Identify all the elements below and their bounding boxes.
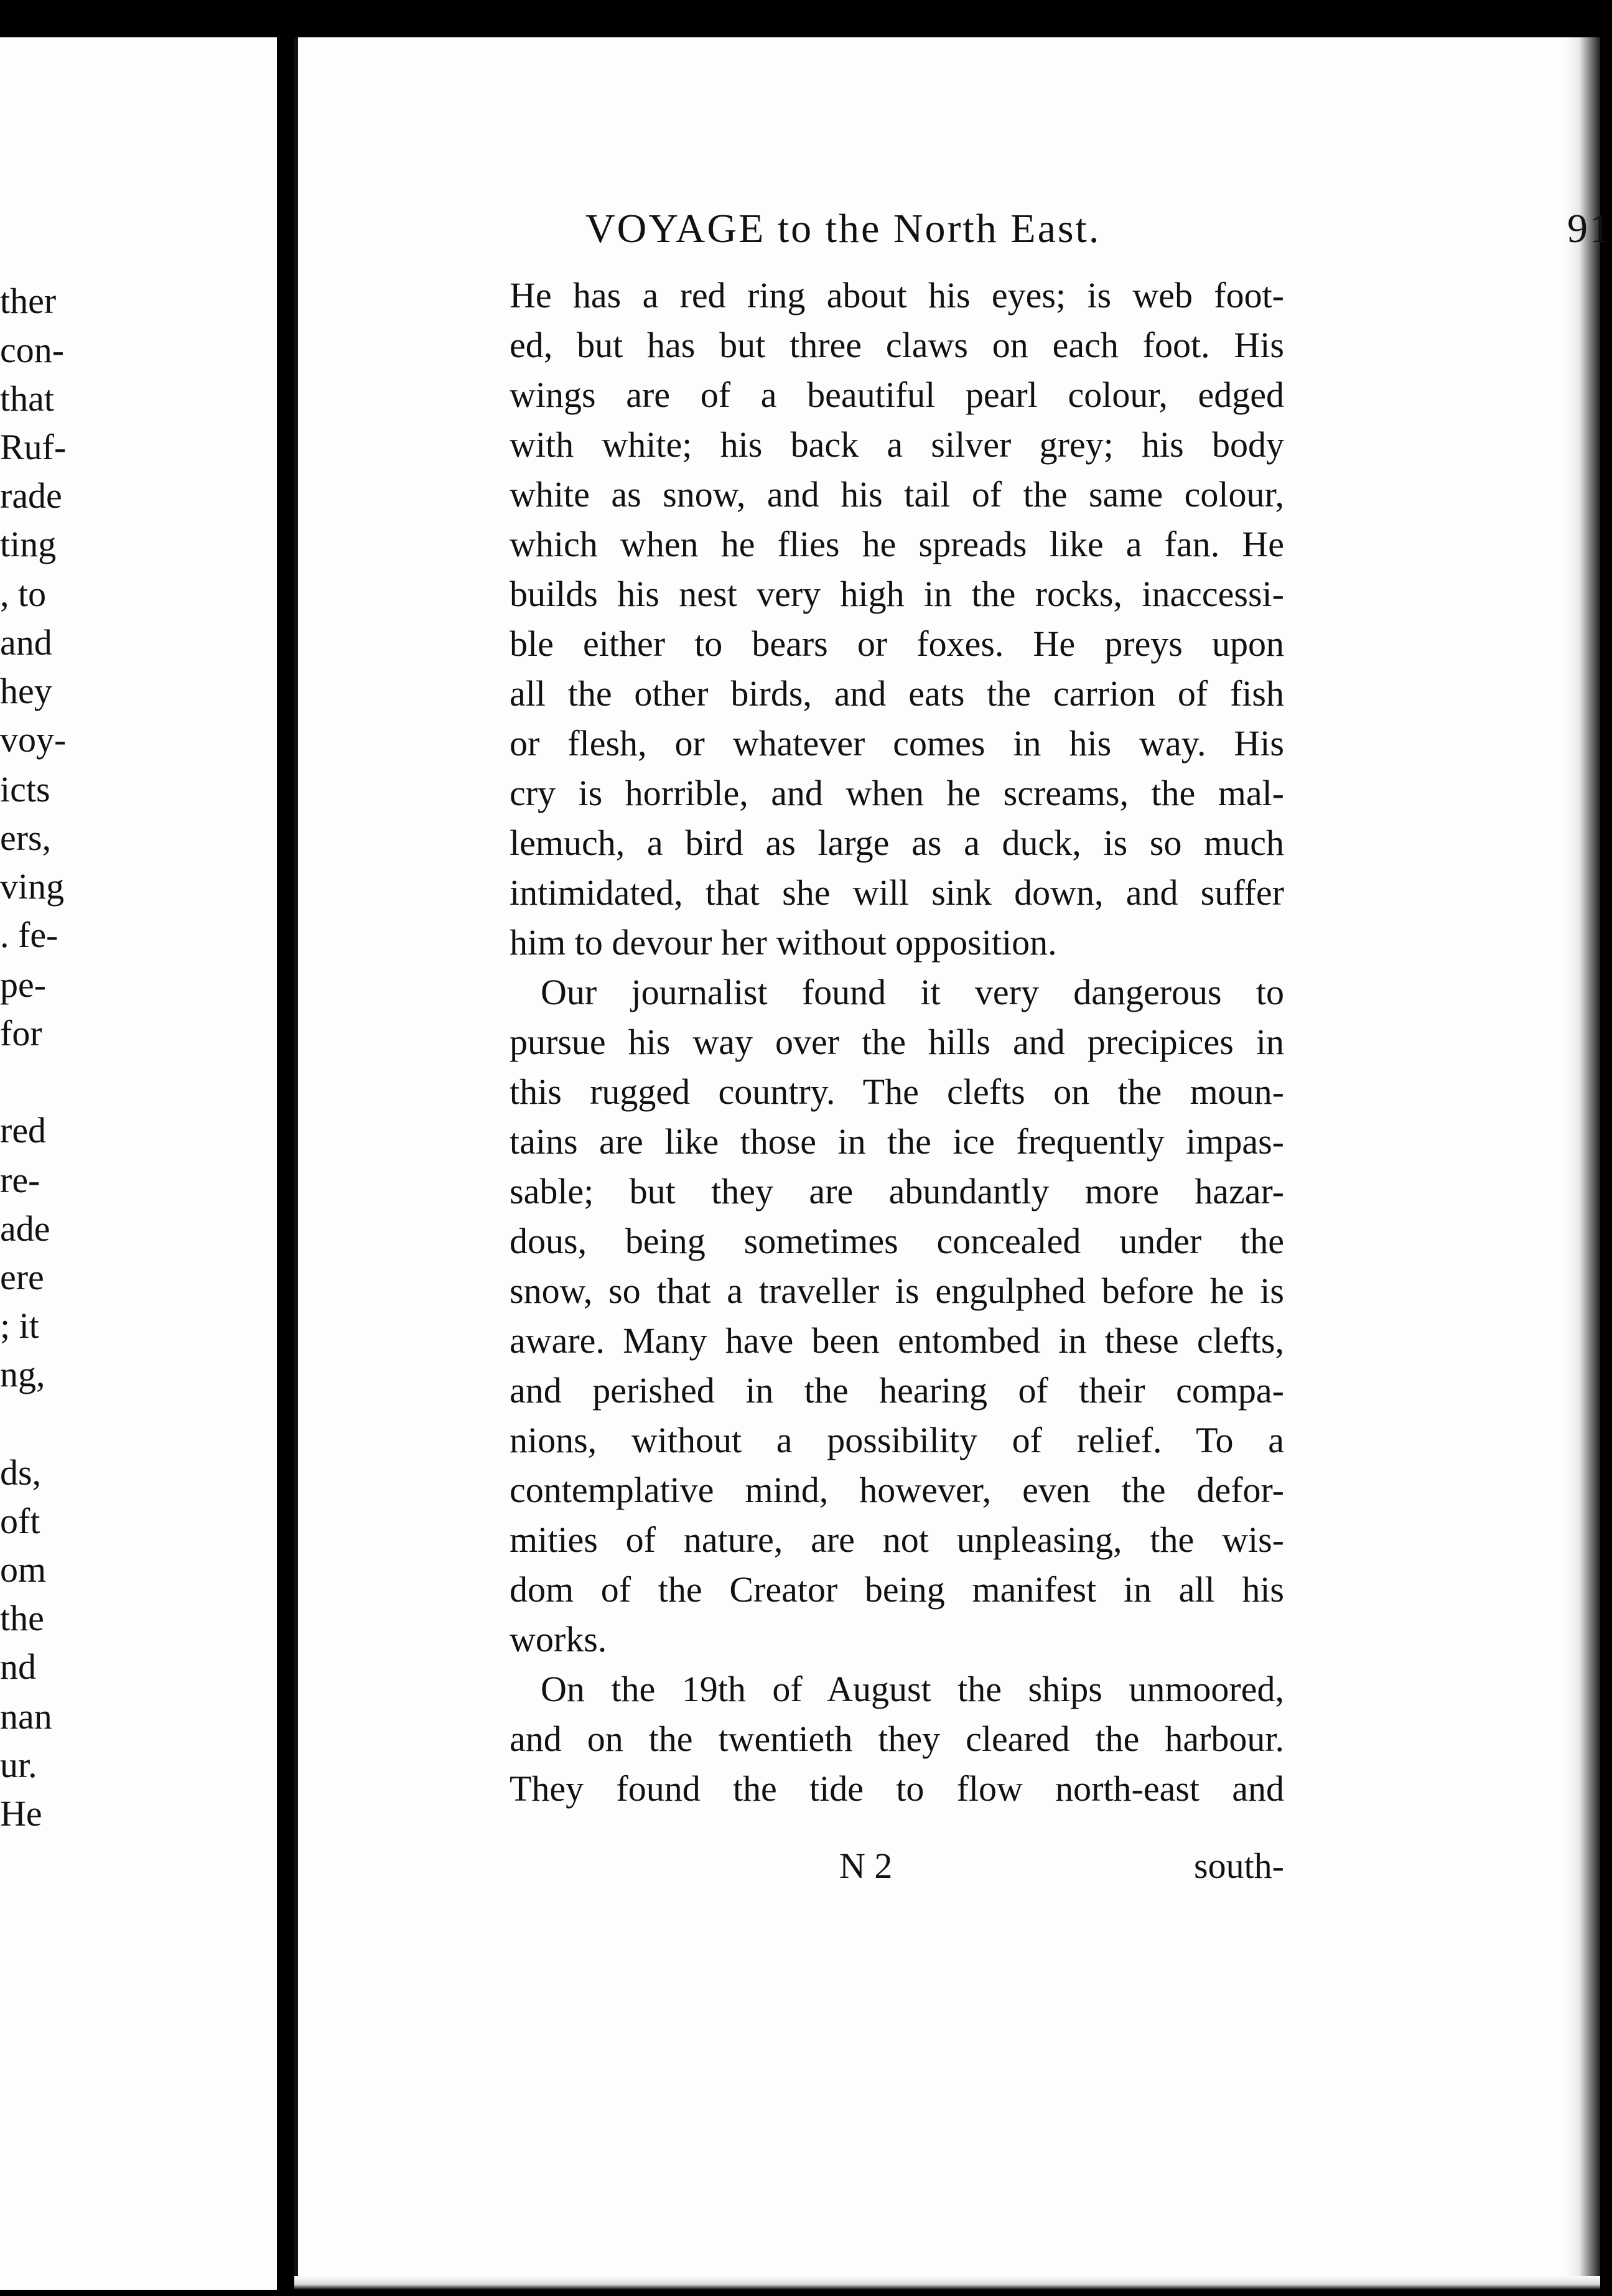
text-line: and on the twentieth they cleared the harbour. [510,1719,1284,1759]
facing-fragment: ving [0,866,65,907]
page-edge [1565,37,1600,2290]
facing-fragment: oft [0,1501,40,1541]
text-line: Our journalist found it very dangerous to [541,972,1284,1012]
facing-fragment: . fe- [0,915,58,955]
facing-fragment: ng, [0,1354,45,1394]
text-line: white as snow, and his tail of the same colour, [510,474,1284,515]
facing-fragment: rade [0,475,62,516]
text-line: him to devour her without opposition. [510,922,1057,963]
text-line: intimidated, that she will sink down, and suffer [510,872,1284,913]
text-line: ble either to bears or foxes. He preys upon [510,623,1284,664]
facing-fragment: ds, [0,1452,42,1493]
facing-fragment: pe- [0,964,47,1005]
text-line: and perished in the hearing of their compa- [510,1370,1284,1411]
catchword: south- [1194,1846,1284,1886]
facing-fragment: ers, [0,818,52,858]
text-line: dous, being sometimes concealed under the [510,1221,1284,1261]
facing-fragment: and [0,622,52,663]
page-number: 91 [1567,206,1612,251]
page [294,37,1612,2290]
facing-fragment: ade [0,1208,50,1249]
text-line: all the other birds, and eats the carrion of fish [510,673,1284,714]
text-line: snow, so that a traveller is engulphed before he is [510,1271,1284,1311]
text-line: pursue his way over the hills and precipices in [510,1022,1284,1062]
text-line: aware. Many have been entombed in these clefts, [510,1320,1284,1361]
facing-fragment: nd [0,1646,36,1687]
text-line: wings are of a beautiful pearl colour, edged [510,375,1284,415]
text-line: dom of the Creator being manifest in all his [510,1569,1284,1610]
facing-fragment: om [0,1549,47,1590]
page-edge [294,2276,1600,2290]
body-text [510,271,1284,1814]
facing-fragment: nan [0,1696,52,1737]
facing-fragment: con- [0,330,65,370]
text-line: this rugged country. The clefts on the moun- [510,1071,1284,1112]
facing-fragment: Ruf- [0,427,67,467]
facing-fragment: , to [0,574,47,614]
text-line: with white; his back a silver grey; his body [510,424,1284,465]
page-footer [510,1845,1284,1895]
facing-fragment: icts [0,769,50,810]
gutter [277,37,294,2290]
facing-fragment: ur. [0,1745,37,1785]
facing-page [0,37,277,2290]
text-line: tains are like those in the ice frequently impas- [510,1121,1284,1162]
text-line: nions, without a possibility of relief. To a [510,1420,1284,1460]
text-line: contemplative mind, however, even the defor- [510,1470,1284,1510]
text-line: builds his nest very high in the rocks, inaccessi- [510,574,1284,614]
text-line: lemuch, a bird as large as a duck, is so much [510,823,1284,863]
running-head-title: VOYAGE to the North East. [585,206,1101,251]
text-line: On the 19th of August the ships unmoored, [541,1669,1284,1709]
text-line: He has a red ring about his eyes; is web foot- [510,275,1284,315]
page-edge [294,37,298,2290]
facing-fragment: voy- [0,719,67,760]
text-line: mities of nature, are not unpleasing, the wis- [510,1519,1284,1560]
facing-fragment: ere [0,1257,44,1297]
text-line: works. [510,1619,607,1659]
facing-fragment: the [0,1598,44,1638]
facing-fragment: ; it [0,1305,39,1346]
facing-fragment: ting [0,524,57,564]
facing-fragment: ther [0,281,57,321]
facing-fragment: re- [0,1160,40,1200]
facing-fragment: for [0,1013,42,1053]
signature-mark: N 2 [839,1846,893,1886]
text-line: which when he flies he spreads like a fan. He [510,524,1284,564]
text-line: ed, but has but three claws on each foot. His [510,325,1284,365]
facing-fragment: red [0,1110,47,1150]
facing-fragment: that [0,378,54,419]
facing-fragment: He [0,1793,42,1834]
running-head [585,205,1612,253]
text-line: or flesh, or whatever comes in his way. His [510,723,1284,763]
text-line: They found the tide to flow north-east and [510,1768,1284,1809]
text-line: cry is horrible, and when he screams, the mal- [510,773,1284,813]
text-line: sable; but they are abundantly more hazar- [510,1171,1284,1211]
facing-fragment: hey [0,671,52,711]
